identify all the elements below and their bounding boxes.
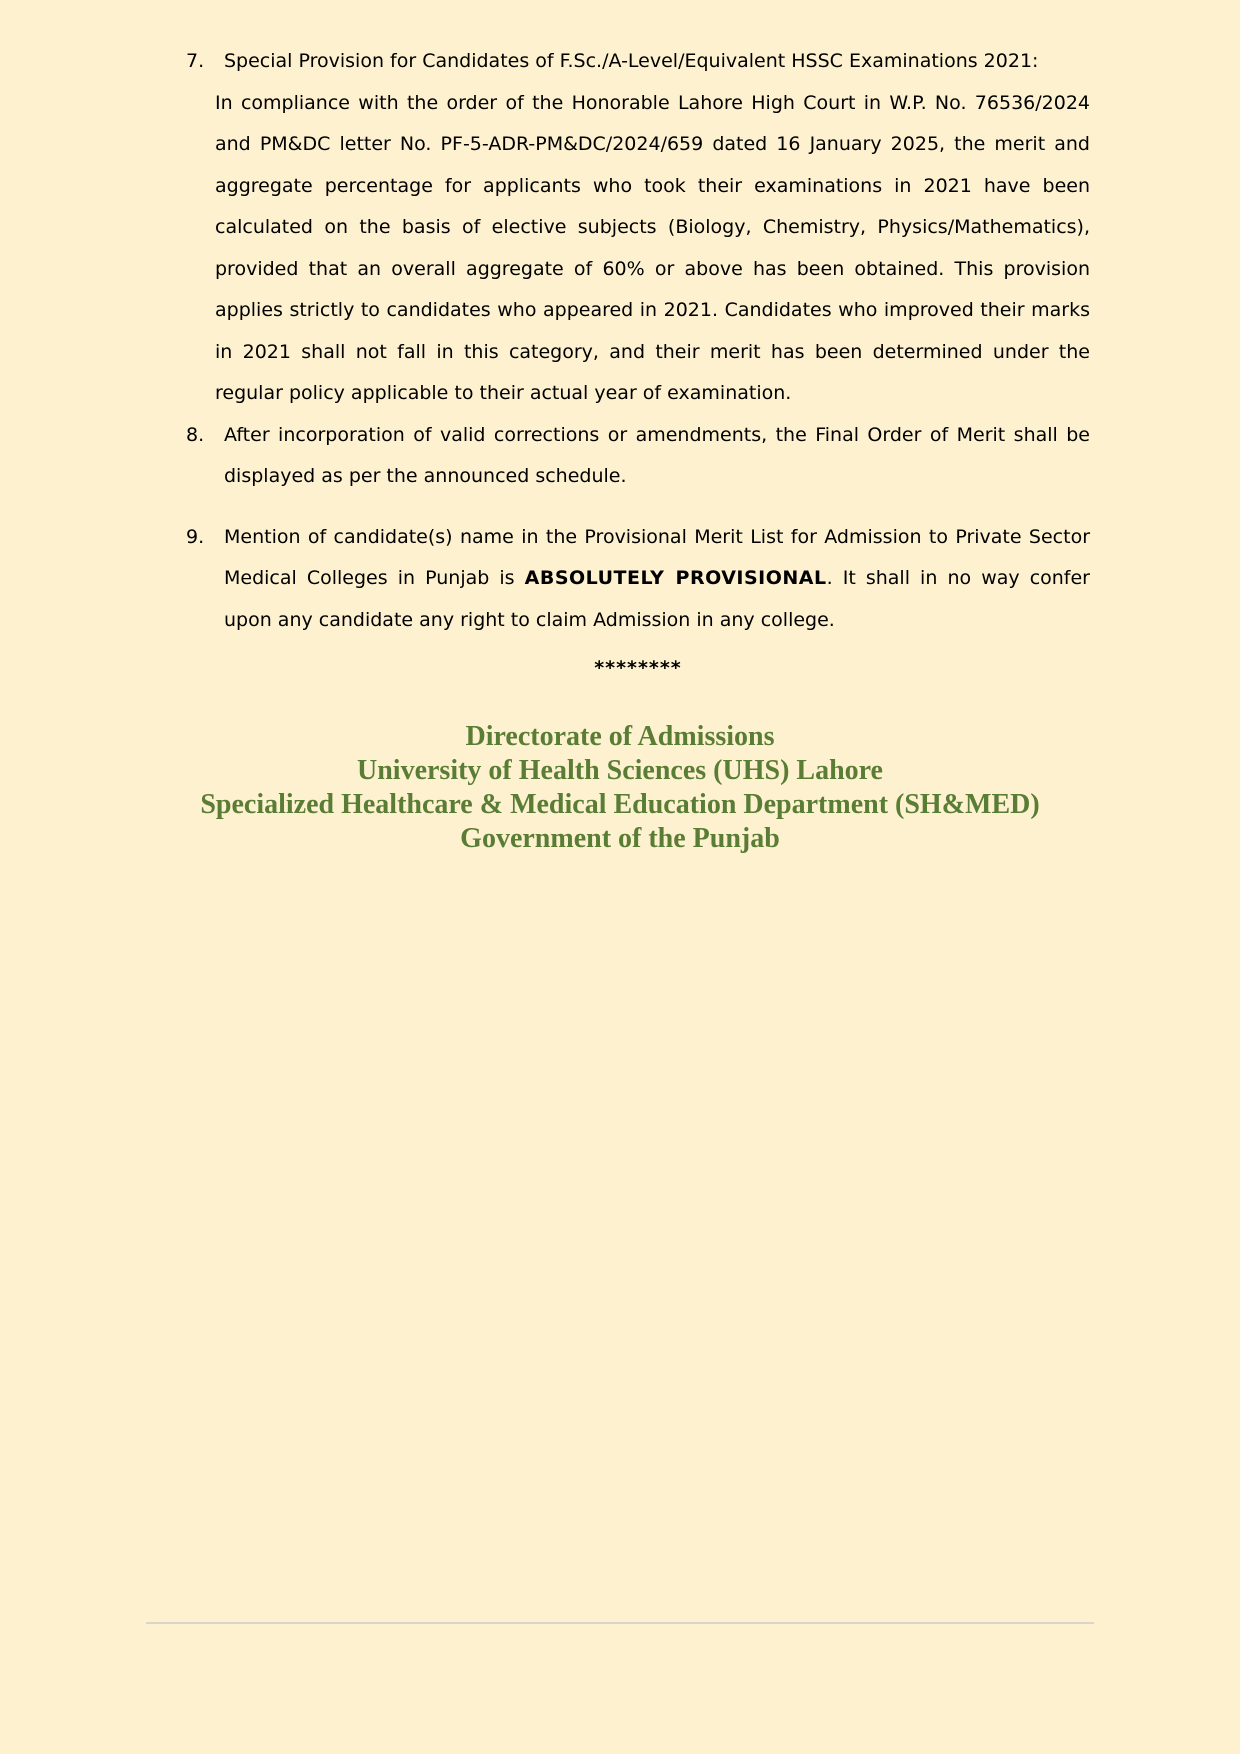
item-number: 8. [186, 423, 205, 446]
signature-line-directorate: Directorate of Admissions [465, 721, 775, 752]
signature-block [0, 720, 1240, 856]
list-item-9 [186, 517, 1090, 642]
list-item-7 [186, 41, 1090, 415]
item-text: In compliance with the order of the Honorable Lahore High Court in W.P. No. 76536/2024 and PM&DC letter No. PF-5-ADR-PM&DC/2024/659 dated 16 January 2025, the merit and aggregate percentage for applicants who took their examinations in 2021 have been calculated on the basis of elective subjects (Biology, Chemistry, Physics/Mathematics), provided that an overall aggregate of 60% or above has been obtained. This provision applies strictly to candidates who appeared in 2021. Candidates who improved their marks in 2021 shall not fall in this category, and their merit has been determined under the regular policy applicable to their actual year of examination. [215, 91, 1090, 404]
signature-line-university: University of Health Sciences (UHS) Lahore [357, 755, 883, 786]
item-number: 7. [186, 50, 205, 72]
item-text-before: Mention of candidate(s) name in the Provisional Merit List for Admission to Private Sector Medical Colleges in Punjab is [224, 525, 1090, 589]
item-heading: Special Provision for Candidates of F.Sc./A-Level/Equivalent HSSC Examinations 2021: [224, 50, 1039, 72]
item-text [186, 517, 1090, 642]
signature-line-department: Specialized Healthcare & Medical Education Department (SH&MED) [200, 789, 1040, 820]
item-text-after: . It shall in no way confer upon any candidate any right to claim Admission in any college. [224, 567, 1090, 631]
item-text: After incorporation of valid corrections or amendments, the Final Order of Merit shall be displayed as per the announced schedule. [224, 423, 1090, 487]
document-body [186, 41, 1090, 641]
section-separator: ******** [594, 657, 682, 679]
provisional-emphasis: ABSOLUTELY PROVISIONAL [524, 567, 827, 589]
footer-divider [146, 1622, 1094, 1624]
list-item-8 [186, 415, 1090, 498]
item-number: 9. [186, 525, 205, 548]
signature-line-government: Government of the Punjab [460, 823, 780, 854]
